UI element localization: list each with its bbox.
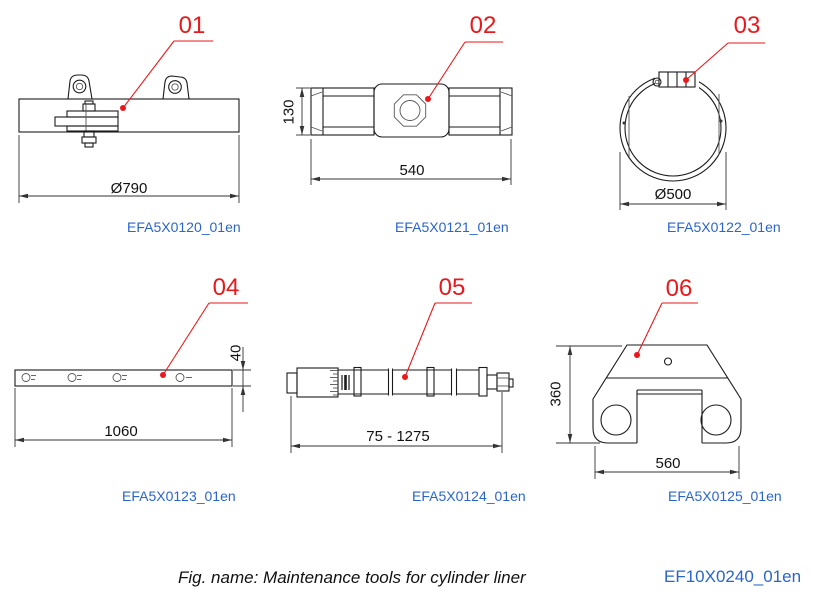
dim-text-540: 540 xyxy=(399,162,425,179)
vernier-marks xyxy=(342,375,349,390)
figure-document-code: EF10X0240_01en xyxy=(664,567,802,586)
dim-text-75-1275: 75 - 1275 xyxy=(366,428,430,445)
top-hole xyxy=(665,358,672,365)
dim-360 xyxy=(556,346,622,443)
callout-number-05: 05 xyxy=(438,274,466,301)
bar-holes xyxy=(22,374,192,382)
measuring-tip xyxy=(487,373,513,391)
octagon-boss xyxy=(394,95,425,126)
clamp-assembly xyxy=(55,101,118,147)
part-code-tool-06: EFA5X0125_01en xyxy=(668,488,782,504)
part-code-tool-04: EFA5X0123_01en xyxy=(122,488,236,504)
dim-text-1060: 1060 xyxy=(104,423,138,440)
center-block xyxy=(374,84,449,137)
part-code-tool-03: EFA5X0122_01en xyxy=(667,219,781,235)
dim-text-500: Ø500 xyxy=(654,186,692,203)
callout-number-01: 01 xyxy=(178,12,206,39)
figure-caption: Fig. name: Maintenance tools for cylinder liner xyxy=(178,568,526,587)
dim-text-130: 130 xyxy=(280,99,298,125)
callout-number-04: 04 xyxy=(212,274,240,301)
tool-01-linework xyxy=(19,41,239,203)
dim-text-790: Ø790 xyxy=(110,180,148,197)
dim-130 xyxy=(296,88,310,135)
callout-number-02: 02 xyxy=(469,12,497,39)
lifting-lug-right xyxy=(163,76,189,99)
bottom-hole-right xyxy=(701,405,731,435)
tool-03-linework xyxy=(620,43,765,210)
dim-text-560: 560 xyxy=(655,455,681,472)
callout-leader-02 xyxy=(425,42,503,102)
callout-leader-06 xyxy=(634,303,698,358)
part-code-tool-02: EFA5X0121_01en xyxy=(395,219,509,235)
dim-text-40: 40 xyxy=(227,344,245,362)
callout-leader-04 xyxy=(160,303,248,378)
lifting-lug-left xyxy=(68,75,92,99)
callout-number-06: 06 xyxy=(665,275,693,302)
part-code-tool-01: EFA5X0120_01en xyxy=(127,219,241,235)
dim-text-360: 360 xyxy=(547,381,565,407)
tool-06-linework xyxy=(556,303,741,479)
callout-leader-01 xyxy=(120,41,213,111)
callout-leader-05 xyxy=(402,303,472,380)
callout-number-03: 03 xyxy=(733,12,761,39)
part-code-tool-05: EFA5X0124_01en xyxy=(412,488,526,504)
scale-ticks xyxy=(330,371,338,396)
bottom-hole-left xyxy=(601,405,631,435)
